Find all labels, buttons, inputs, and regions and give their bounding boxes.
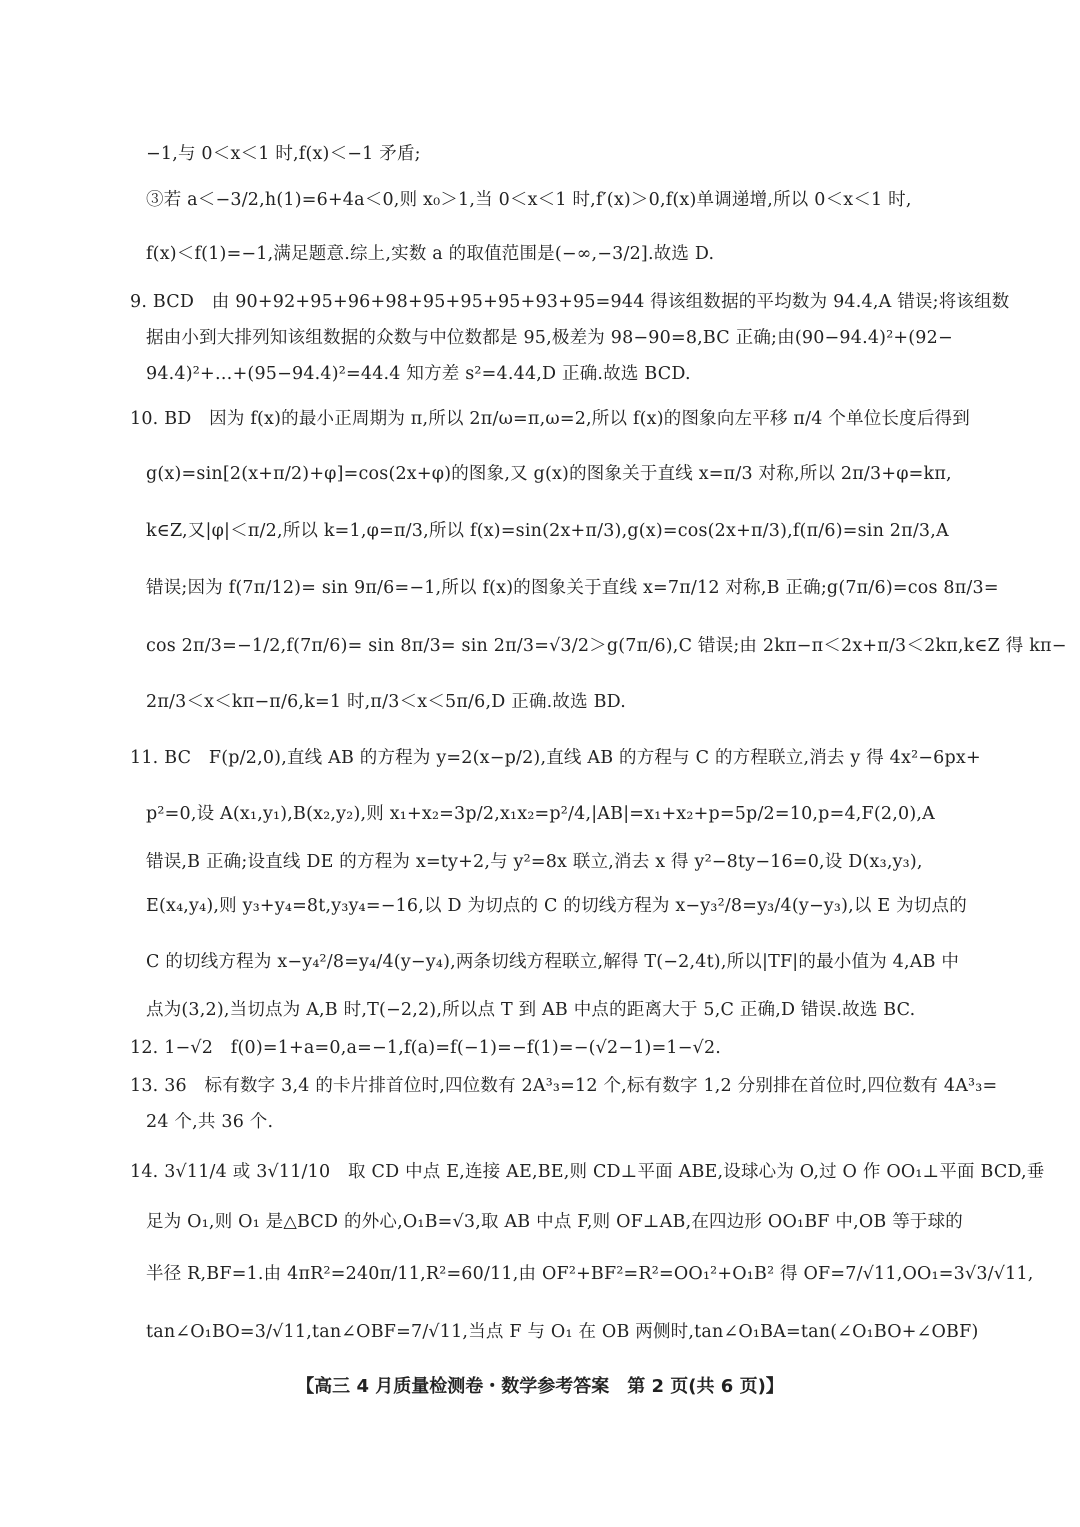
text-line: 94.4)²+…+(95−94.4)²=44.4 知方差 s²=4.44,D 正确.故选 BCD. <box>146 364 691 384</box>
text-line: g(x)=sin[2(x+π/2)+φ]=cos(2x+φ)的图象,又 g(x)的图象关于直线 x=π/3 对称,所以 2π/3+φ=kπ, <box>146 464 952 484</box>
answer-13: 13. 36 标有数字 3,4 的卡片排首位时,四位数有 2A³₃=12 个,标有数字 1,2 分别排在首位时,四位数有 4A³₃= <box>130 1076 998 1096</box>
text-line: 据由小到大排列知该组数据的众数与中位数都是 95,极差为 98−90=8,BC 正确;由(90−94.4)²+(92− <box>146 328 953 348</box>
text-line: tan∠O₁BO=3/√11,tan∠OBF=7/√11,当点 F 与 O₁ 在 OB 两侧时,tan∠O₁BA=tan(∠O₁BO+∠OBF) <box>146 1322 979 1342</box>
answer-9: 9. BCD 由 90+92+95+96+98+95+95+95+93+95=944 得该组数据的平均数为 94.4,A 错误;将该组数 <box>130 292 1010 312</box>
text-line: 2π/3＜x＜kπ−π/6,k=1 时,π/3＜x＜5π/6,D 正确.故选 BD. <box>146 692 627 712</box>
text-line: 24 个,共 36 个. <box>146 1112 274 1132</box>
text-line: p²=0,设 A(x₁,y₁),B(x₂,y₂),则 x₁+x₂=3p/2,x₁x₂=p²/4,|AB|=x₁+x₂+p=5p/2=10,p=4,F(2,0),A <box>146 804 935 824</box>
text-line: ③若 a＜−3/2,h(1)=6+4a＜0,则 x₀＞1,当 0＜x＜1 时,f′(x)＞0,f(x)单调递增,所以 0＜x＜1 时, <box>146 190 912 210</box>
text-line: 半径 R,BF=1.由 4πR²=240π/11,R²=60/11,由 OF²+BF²=R²=OO₁²+O₁B² 得 OF=7/√11,OO₁=3√3/√11, <box>146 1264 1034 1284</box>
text-line: E(x₄,y₄),则 y₃+y₄=8t,y₃y₄=−16,以 D 为切点的 C 的切线方程为 x−y₃²/8=y₃/4(y−y₃),以 E 为切点的 <box>146 896 967 916</box>
text-line: −1,与 0＜x＜1 时,f(x)＜−1 矛盾; <box>146 144 421 164</box>
text-line: 错误;因为 f(7π/12)= sin 9π/6=−1,所以 f(x)的图象关于直线 x=7π/12 对称,B 正确;g(7π/6)=cos 8π/3= <box>146 578 999 598</box>
answer-12: 12. 1−√2 f(0)=1+a=0,a=−1,f(a)=f(−1)=−f(1)=−(√2−1)=1−√2. <box>130 1038 722 1058</box>
text-line: 足为 O₁,则 O₁ 是△BCD 的外心,O₁B=√3,取 AB 中点 F,则 OF⊥AB,在四边形 OO₁BF 中,OB 等于球的 <box>146 1212 964 1232</box>
text-line: 点为(3,2),当切点为 A,B 时,T(−2,2),所以点 T 到 AB 中点的距离大于 5,C 正确,D 错误.故选 BC. <box>146 1000 916 1020</box>
text-line: f(x)＜f(1)=−1,满足题意.综上,实数 a 的取值范围是(−∞,−3/2].故选 D. <box>146 244 715 264</box>
text-line: C 的切线方程为 x−y₄²/8=y₄/4(y−y₄),两条切线方程联立,解得 T(−2,4t),所以|TF|的最小值为 4,AB 中 <box>146 952 960 972</box>
text-line: 错误,B 正确;设直线 DE 的方程为 x=ty+2,与 y²=8x 联立,消去 x 得 y²−8ty−16=0,设 D(x₃,y₃), <box>146 852 923 872</box>
page-footer: 【高三 4 月质量检测卷・数学参考答案 第 2 页(共 6 页)】 <box>296 1376 784 1397</box>
answer-11: 11. BC F(p/2,0),直线 AB 的方程为 y=2(x−p/2),直线 AB 的方程与 C 的方程联立,消去 y 得 4x²−6px+ <box>130 748 981 768</box>
answer-14: 14. 3√11/4 或 3√11/10 取 CD 中点 E,连接 AE,BE,则 CD⊥平面 ABE,设球心为 O,过 O 作 OO₁⊥平面 BCD,垂 <box>130 1162 1045 1182</box>
answer-10: 10. BD 因为 f(x)的最小正周期为 π,所以 2π/ω=π,ω=2,所以 f(x)的图象向左平移 π/4 个单位长度后得到 <box>130 409 970 429</box>
text-line: cos 2π/3=−1/2,f(7π/6)= sin 8π/3= sin 2π/3=√3/2＞g(7π/6),C 错误;由 2kπ−π＜2x+π/3＜2kπ,k∈Z 得 kπ− <box>146 636 1067 656</box>
text-line: k∈Z,又|φ|＜π/2,所以 k=1,φ=π/3,所以 f(x)=sin(2x+π/3),g(x)=cos(2x+π/3),f(π/6)=sin 2π/3,A <box>146 521 949 541</box>
